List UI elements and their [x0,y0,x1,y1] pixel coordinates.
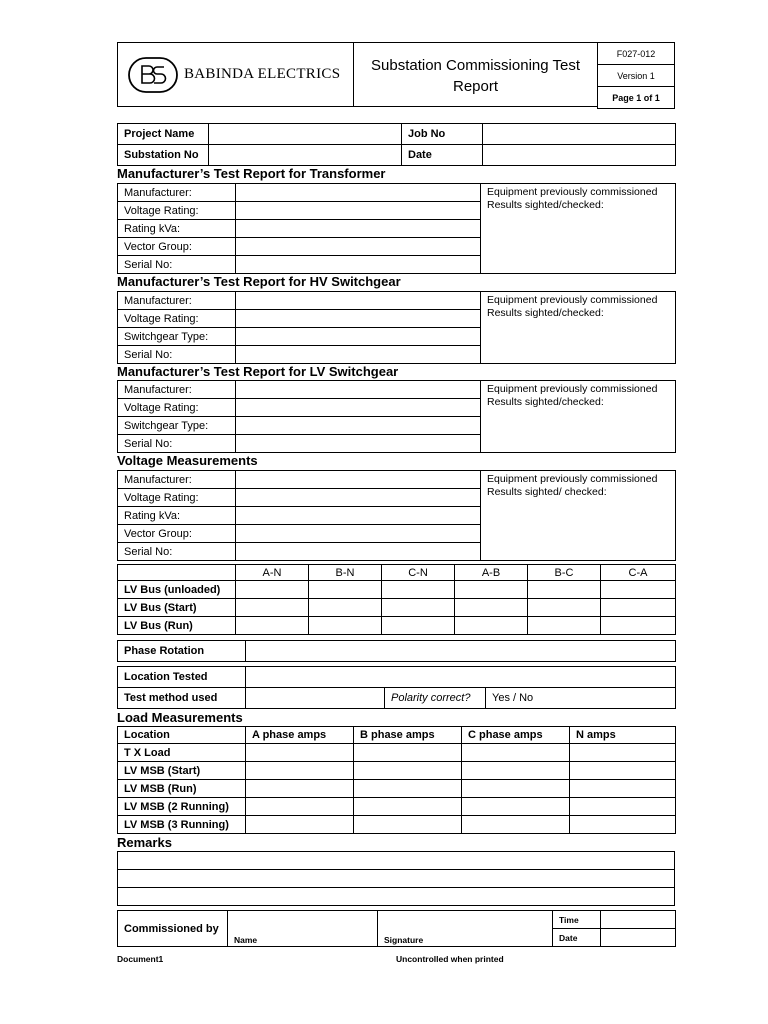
note-line: Equipment previously commissioned [487,473,658,485]
field-label: Serial No: [118,435,236,453]
column-header: A-B [455,565,528,581]
transformer-table [117,183,676,274]
project-name-label: Project Name [118,124,209,145]
table-cell[interactable] [246,762,354,780]
remarks-line[interactable] [118,870,675,888]
document-meta-table [597,42,675,109]
field-input[interactable] [236,507,481,525]
table-cell[interactable] [236,617,309,635]
equipment-note[interactable] [481,184,676,274]
title-line-1: Substation Commissioning Test [371,57,580,74]
lv-bus-voltage-table [117,564,676,635]
name-field[interactable] [228,911,378,947]
column-header: A-N [236,565,309,581]
note-line: Results sighted/checked: [487,396,604,408]
table-cell[interactable] [601,599,676,617]
project-name-field[interactable] [209,124,402,145]
field-label: Voltage Rating: [118,399,236,417]
table-cell[interactable] [462,816,570,834]
field-label: Serial No: [118,543,236,561]
field-label: Rating kVa: [118,507,236,525]
test-method-label: Test method used [118,688,246,709]
table-cell[interactable] [462,780,570,798]
footer-document-name: Document1 [117,954,164,964]
field-input[interactable] [236,543,481,561]
date-label: Date [402,145,483,166]
voltage-section-title: Voltage Measurements [117,453,258,468]
remarks-table [117,851,675,906]
column-header: Location [118,727,246,744]
table-cell[interactable] [570,798,676,816]
phase-rotation-table [117,640,676,662]
field-label: Voltage Rating: [118,310,236,328]
doc-code: F027-012 [598,43,675,65]
test-method-field[interactable] [246,688,385,709]
company-name: BABINDA ELECTRICS [184,66,341,82]
equipment-note[interactable] [481,292,676,364]
field-input[interactable] [236,292,481,310]
table-cell[interactable] [455,617,528,635]
field-input[interactable] [236,525,481,543]
field-input[interactable] [236,346,481,364]
field-input[interactable] [236,328,481,346]
substation-no-label: Substation No [118,145,209,166]
field-input[interactable] [236,220,481,238]
field-label: Rating kVa: [118,220,236,238]
field-label: Voltage Rating: [118,202,236,220]
table-cell[interactable] [354,780,462,798]
load-section-title: Load Measurements [117,710,243,725]
note-line: Equipment previously commissioned [487,294,658,306]
table-cell[interactable] [528,617,601,635]
table-cell[interactable] [309,617,382,635]
row-label: LV MSB (Start) [118,762,246,780]
document-title [353,42,598,107]
column-header: B phase amps [354,727,462,744]
table-cell[interactable] [455,581,528,599]
field-input[interactable] [236,202,481,220]
hv-section-title: Manufacturer’s Test Report for HV Switchgear [117,274,401,289]
phase-rotation-field[interactable] [246,641,676,662]
column-header: B-N [309,565,382,581]
table-cell[interactable] [309,581,382,599]
table-cell[interactable] [528,599,601,617]
lv-table [117,380,676,453]
field-input[interactable] [236,256,481,274]
table-cell[interactable] [246,798,354,816]
column-header: B-C [528,565,601,581]
table-cell[interactable] [309,599,382,617]
company-logo-icon [128,57,178,93]
location-test-table [117,666,676,709]
table-cell[interactable] [246,744,354,762]
field-label: Vector Group: [118,525,236,543]
row-label: LV MSB (2 Running) [118,798,246,816]
remarks-line[interactable] [118,852,675,870]
field-input[interactable] [236,310,481,328]
field-label: Vector Group: [118,238,236,256]
field-input[interactable] [236,417,481,435]
table-cell[interactable] [455,599,528,617]
table-cell[interactable] [354,816,462,834]
name-label: Name [234,935,258,945]
row-label: LV Bus (Run) [118,617,236,635]
phase-rotation-label: Phase Rotation [118,641,246,662]
company-logo-box [117,42,354,107]
row-label: T X Load [118,744,246,762]
note-line: Results sighted/ checked: [487,486,607,498]
field-label: Manufacturer: [118,471,236,489]
table-cell[interactable] [462,798,570,816]
field-label: Manufacturer: [118,184,236,202]
voltage-table [117,470,676,561]
lv-section-title: Manufacturer’s Test Report for LV Switchgear [117,364,399,379]
column-header: A phase amps [246,727,354,744]
table-cell[interactable] [570,762,676,780]
time-label: Time [553,911,601,929]
title-line-2: Report [452,78,499,95]
note-line: Equipment previously commissioned [487,186,658,198]
signoff-table [117,910,676,947]
polarity-label: Polarity correct? [385,688,486,709]
page-number: Page 1 of 1 [598,87,675,109]
column-header: C-A [601,565,676,581]
signoff-date-field[interactable] [601,929,676,947]
field-input[interactable] [236,471,481,489]
table-cell[interactable] [528,581,601,599]
field-label: Manufacturer: [118,381,236,399]
column-header: C phase amps [462,727,570,744]
field-input[interactable] [236,238,481,256]
job-no-field[interactable] [483,124,676,145]
date-field[interactable] [483,145,676,166]
transformer-section-title: Manufacturer’s Test Report for Transformer [117,166,386,181]
hv-table [117,291,676,364]
field-label: Serial No: [118,256,236,274]
table-cell[interactable] [236,599,309,617]
field-input[interactable] [236,435,481,453]
signature-label: Signature [384,935,424,945]
table-cell[interactable] [236,581,309,599]
load-measurements-table [117,726,676,834]
row-label: LV MSB (Run) [118,780,246,798]
field-input[interactable] [236,184,481,202]
table-cell[interactable] [246,816,354,834]
equipment-note[interactable] [481,381,676,453]
time-field[interactable] [601,911,676,929]
job-no-label: Job No [402,124,483,145]
commissioned-by-label: Commissioned by [118,911,228,947]
date-label: Date [553,929,601,947]
field-input[interactable] [236,489,481,507]
remarks-line[interactable] [118,888,675,906]
location-tested-field[interactable] [246,667,676,688]
column-header: C-N [382,565,455,581]
polarity-options[interactable]: Yes / No [486,688,676,709]
row-label: LV MSB (3 Running) [118,816,246,834]
footer-uncontrolled: Uncontrolled when printed [396,954,504,964]
doc-version: Version 1 [598,65,675,87]
table-cell[interactable] [462,762,570,780]
equipment-note[interactable] [481,471,676,561]
location-tested-label: Location Tested [118,667,246,688]
table-cell[interactable] [354,744,462,762]
table-cell[interactable] [570,780,676,798]
table-cell[interactable] [601,581,676,599]
signature-field[interactable] [378,911,553,947]
row-label: LV Bus (Start) [118,599,236,617]
remarks-title: Remarks [117,835,172,850]
table-cell[interactable] [570,816,676,834]
field-label: Voltage Rating: [118,489,236,507]
table-cell[interactable] [246,780,354,798]
field-input[interactable] [236,381,481,399]
field-label: Serial No: [118,346,236,364]
field-label: Switchgear Type: [118,328,236,346]
table-cell[interactable] [601,617,676,635]
table-cell[interactable] [382,617,455,635]
table-cell[interactable] [462,744,570,762]
project-table [117,123,676,166]
table-cell[interactable] [382,581,455,599]
field-label: Manufacturer: [118,292,236,310]
table-cell[interactable] [354,762,462,780]
column-header: N amps [570,727,676,744]
corner-cell [118,565,236,581]
field-input[interactable] [236,399,481,417]
note-line: Results sighted/checked: [487,199,604,211]
table-cell[interactable] [354,798,462,816]
row-label: LV Bus (unloaded) [118,581,236,599]
table-cell[interactable] [570,744,676,762]
field-label: Switchgear Type: [118,417,236,435]
table-cell[interactable] [382,599,455,617]
substation-no-field[interactable] [209,145,402,166]
note-line: Results sighted/checked: [487,307,604,319]
note-line: Equipment previously commissioned [487,383,658,395]
